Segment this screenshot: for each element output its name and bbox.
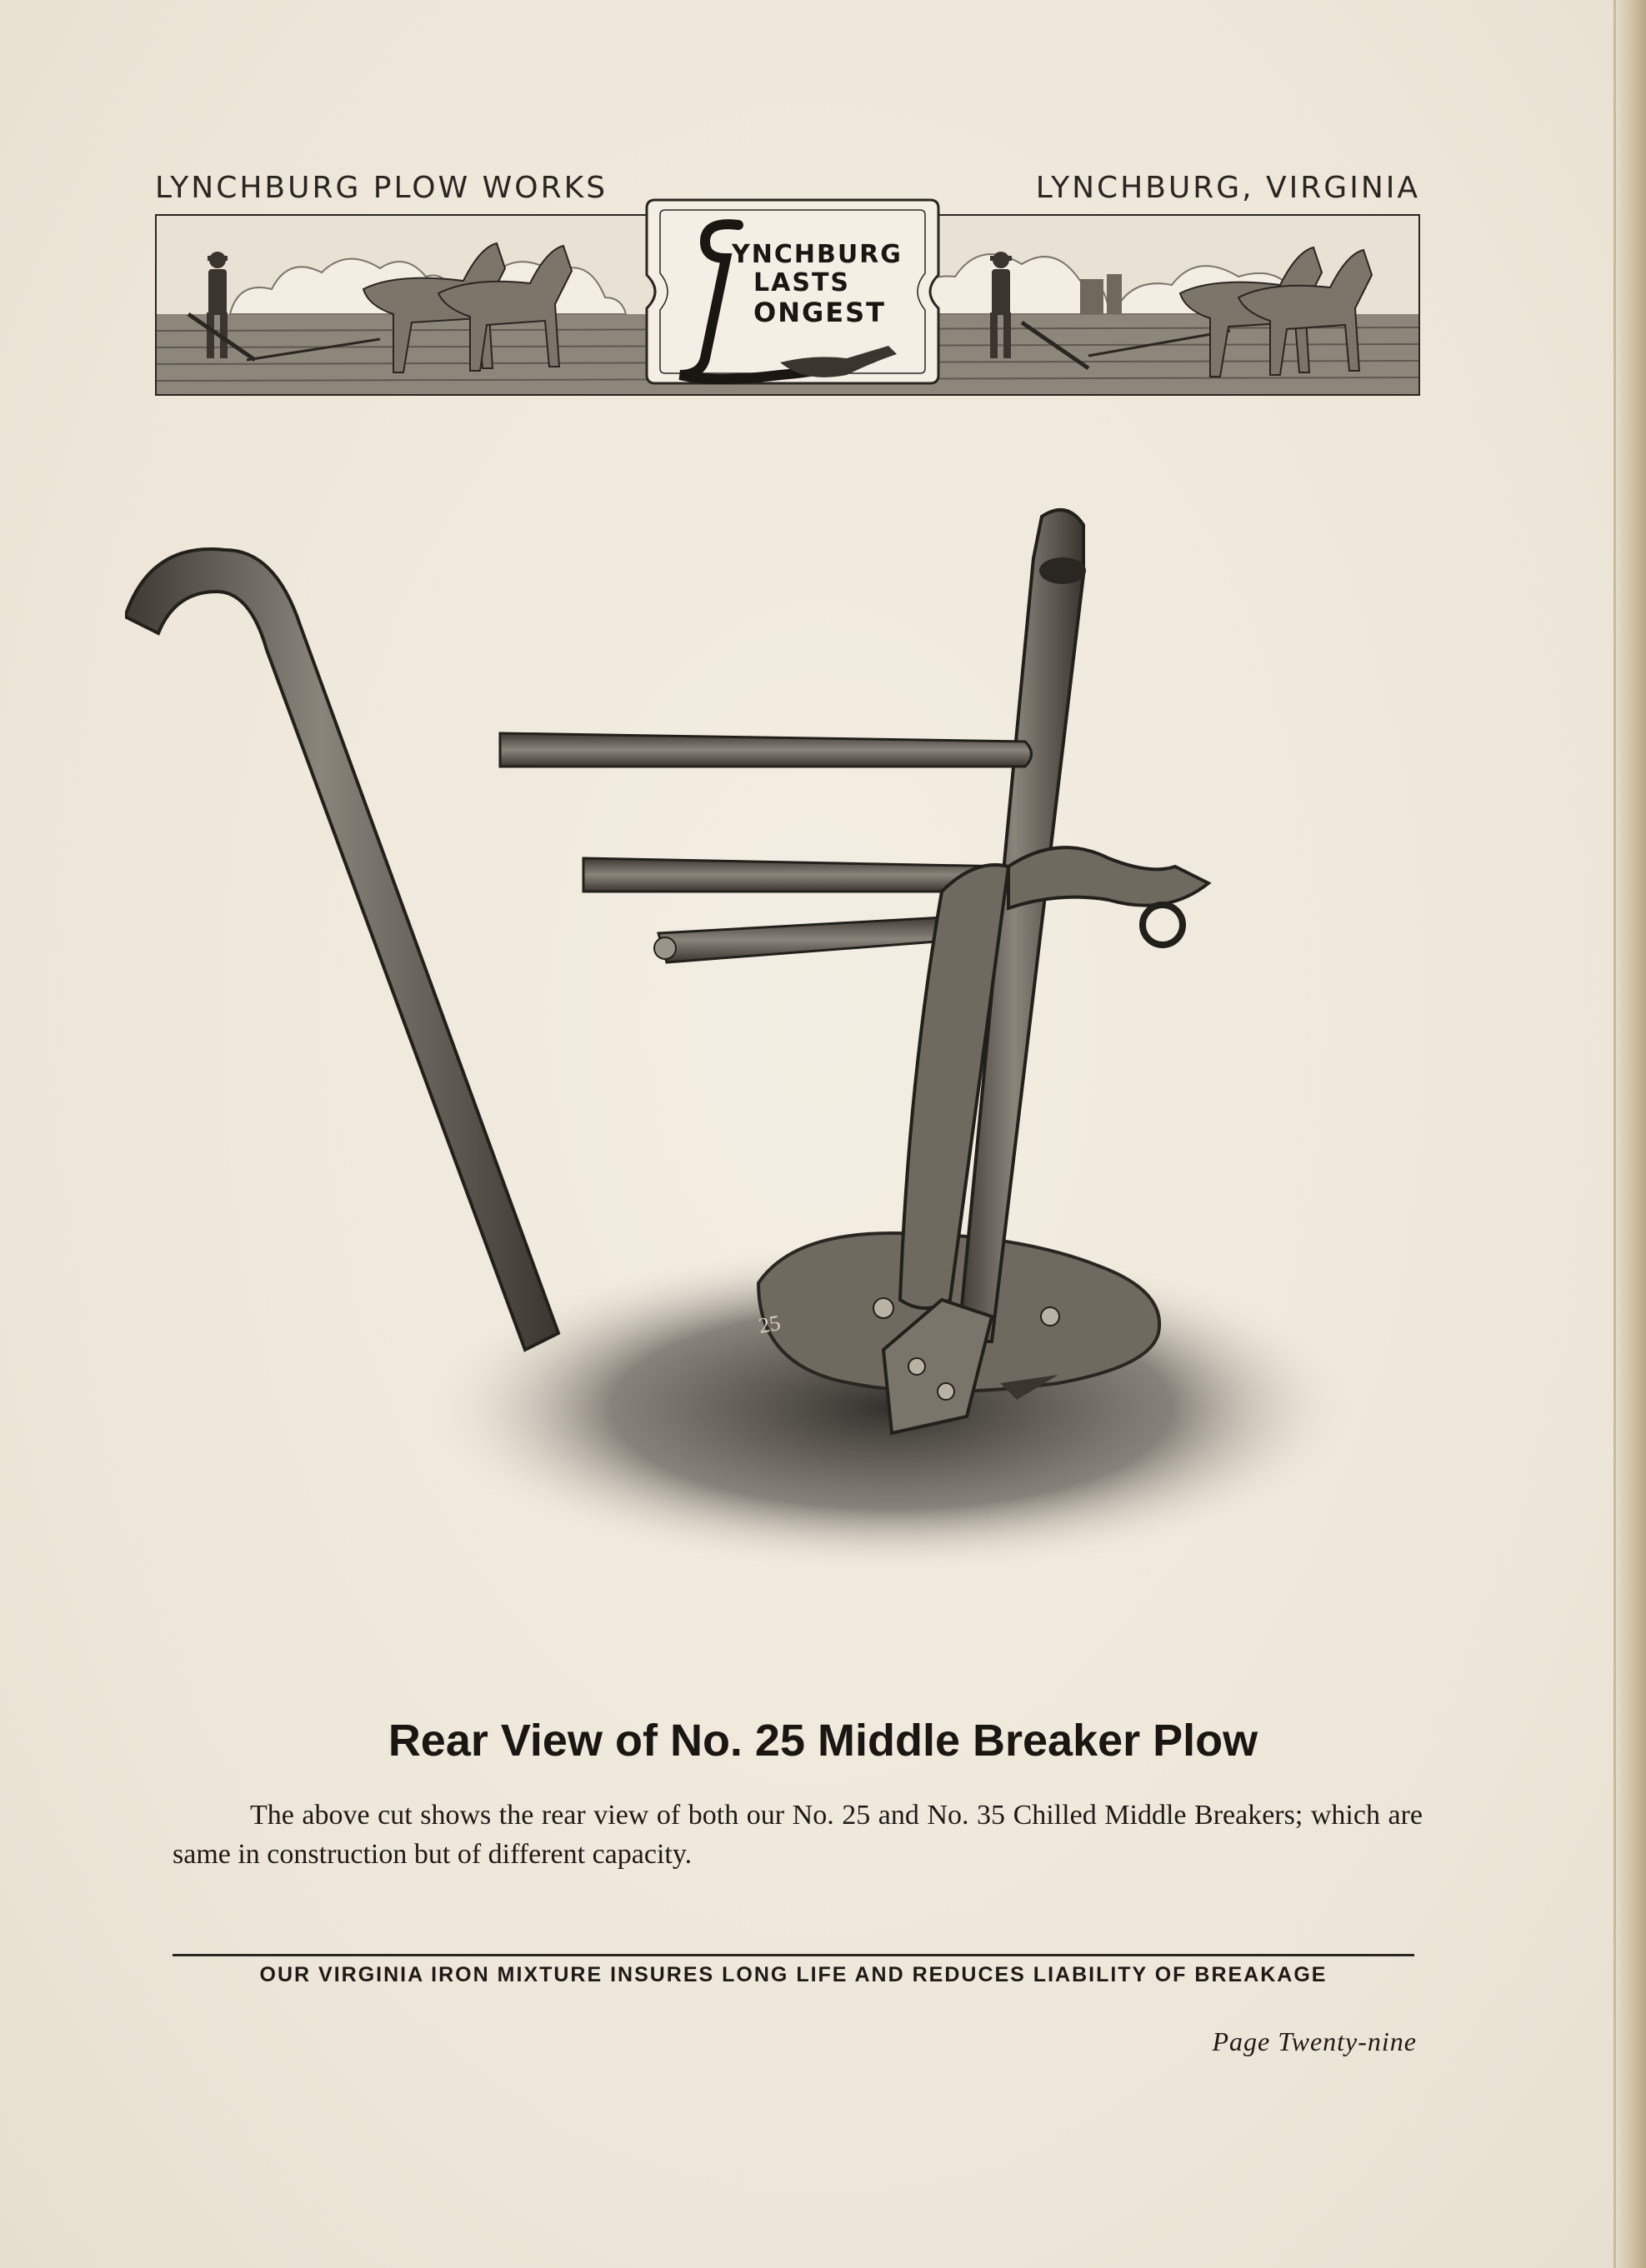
clevis-ring xyxy=(1143,905,1183,945)
moldboard-number: 25 xyxy=(757,1310,783,1338)
left-handle xyxy=(125,549,558,1350)
standard-bolt xyxy=(873,1298,893,1318)
emblem-line-3: ONGEST xyxy=(753,297,886,328)
page-number: Page Twenty-nine xyxy=(1212,2026,1417,2056)
footer-motto: OUR VIRGINIA IRON MIXTURE INSURES LONG LIFE AND REDUCES LIABILITY OF BREAKAGE xyxy=(259,1963,1328,1986)
moldboard-bolt xyxy=(1041,1307,1059,1326)
middle-breaker-plow-illustration xyxy=(125,492,1458,1641)
point-bolt-2 xyxy=(938,1383,954,1400)
point-bolt-1 xyxy=(908,1358,925,1375)
page-gutter xyxy=(1616,0,1646,2268)
footer-rule xyxy=(173,1954,1414,1956)
brace-bolt xyxy=(654,937,676,959)
right-handle-grip xyxy=(1039,557,1086,584)
lasts-longest-emblem xyxy=(638,192,947,392)
upper-brace xyxy=(500,733,1032,767)
company-location: LYNCHBURG, VIRGINIA xyxy=(1035,171,1420,205)
caption-title: Rear View of No. 25 Middle Breaker Plow xyxy=(388,1716,1258,1766)
company-name: LYNCHBURG PLOW WORKS xyxy=(155,171,608,205)
emblem-line-1: YNCHBURG xyxy=(732,240,903,269)
lower-brace xyxy=(658,917,958,962)
emblem-line-2: LASTS xyxy=(753,268,851,297)
caption-description: The above cut shows the rear view of both our No. 25 and No. 35 Chilled Middle Breakers; which are same in construction but of different capacity. xyxy=(173,1800,1423,1870)
header-banner xyxy=(155,171,1420,396)
beam-clevis xyxy=(1008,847,1208,908)
